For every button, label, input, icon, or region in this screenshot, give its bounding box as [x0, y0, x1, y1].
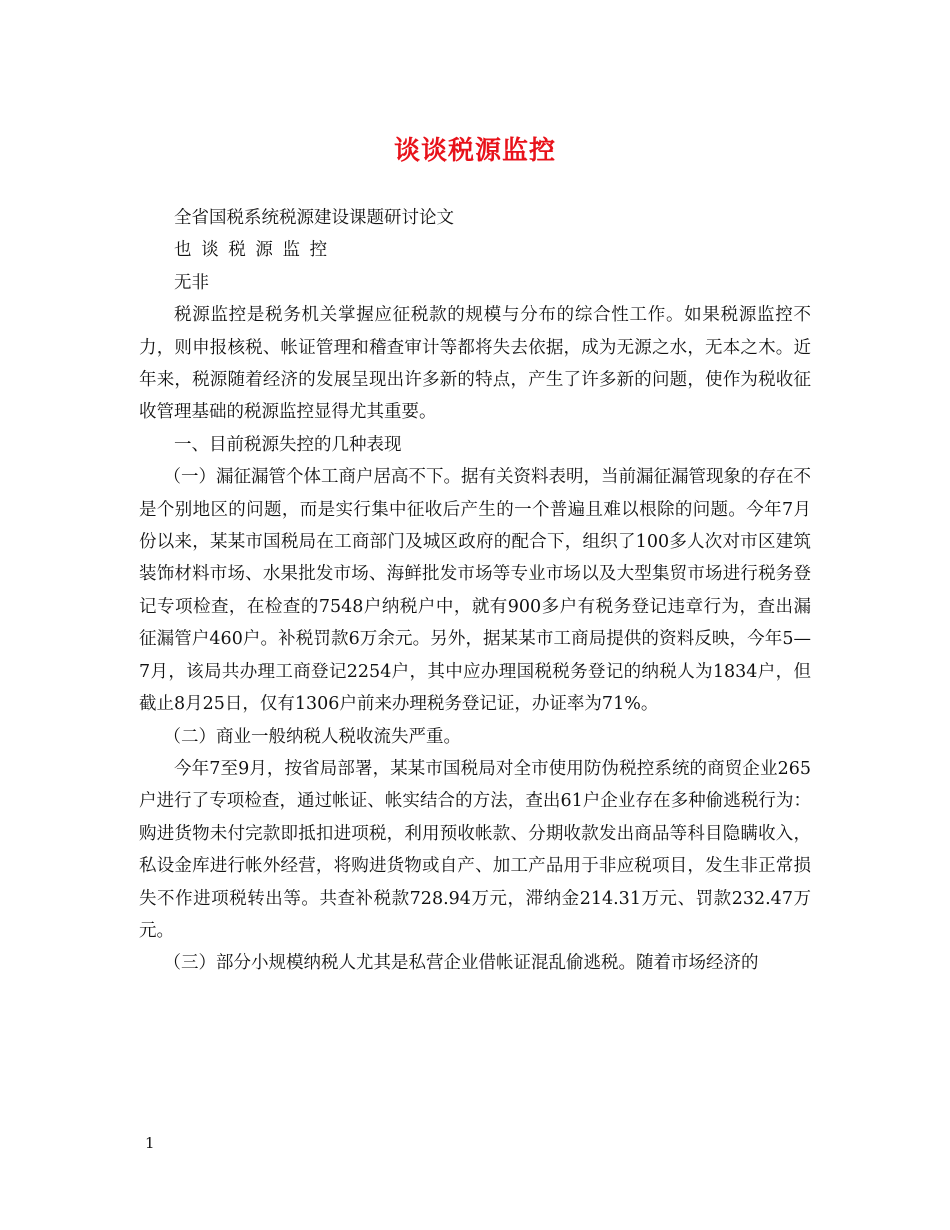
subtitle-article-title: 也谈税源监控 [174, 240, 337, 261]
document-body [139, 202, 811, 980]
document-title: 谈谈税源监控 [393, 136, 556, 166]
page-number: 1 [145, 1134, 155, 1152]
subsection-heading: （二）商业一般纳税人税收流失严重。 [163, 726, 461, 747]
body-paragraph: （三）部分小规模纳税人尤其是私营企业借帐证混乱偷逃税。随着市场经济的 [163, 953, 759, 974]
author-name: 无非 [174, 272, 209, 293]
body-paragraph: 今年7至9月，按省局部署，某某市国税局对全市使用防伪税控系统的商贸企业265户进行了专项检查，通过帐证、帐实结合的方法，查出61户企业存在多种偷逃税行为：购进货物未付完款即抵扣进项税，利用预收帐款、分期收款发出商品等科目隐瞒收入，私设金库进行帐外经营，将购进货物或自产、加工产品用于非应税项目，发生非正常损失不作进项税转出等。共查补税款728.94万元，滞纳金214.31万元、罚款232.47万元。 [139, 758, 811, 941]
subtitle-paper-type: 全省国税系统税源建设课题研讨论文 [174, 208, 454, 228]
body-paragraph: （一）漏征漏管个体工商户居高不下。据有关资料表明，当前漏征漏管现象的存在不是个别地区的问题，而是实行集中征收后产生的一个普遍且难以根除的问题。今年7月份以来，某某市国税局在工商部门及城区政府的配合下，组织了100多人次对市区建筑装饰材料市场、水果批发市场、海鲜批发市场等专业市场以及大型集贸市场进行税务登记专项检查，在检查的7548户纳税户中，就有900多户有税务登记违章行为，查出漏征漏管户460户。补税罚款6万余元。另外，据某某市工商局提供的资料反映，今年5—7月，该局共办理工商登记2254户，其中应办理国税税务登记的纳税人为1834户，但截止8月25日，仅有1306户前来办理税务登记证，办证率为71%。 [139, 467, 811, 715]
section-heading: 一、目前税源失控的几种表现 [174, 434, 402, 455]
body-paragraph: 税源监控是税务机关掌握应征税款的规模与分布的综合性工作。如果税源监控不力，则申报核税、帐证管理和稽查审计等都将失去依据，成为无源之水，无本之木。近年来，税源随着经济的发展呈现出许多新的特点，产生了许多新的问题，使作为税收征收管理基础的税源监控显得尤其重要。 [139, 305, 811, 423]
